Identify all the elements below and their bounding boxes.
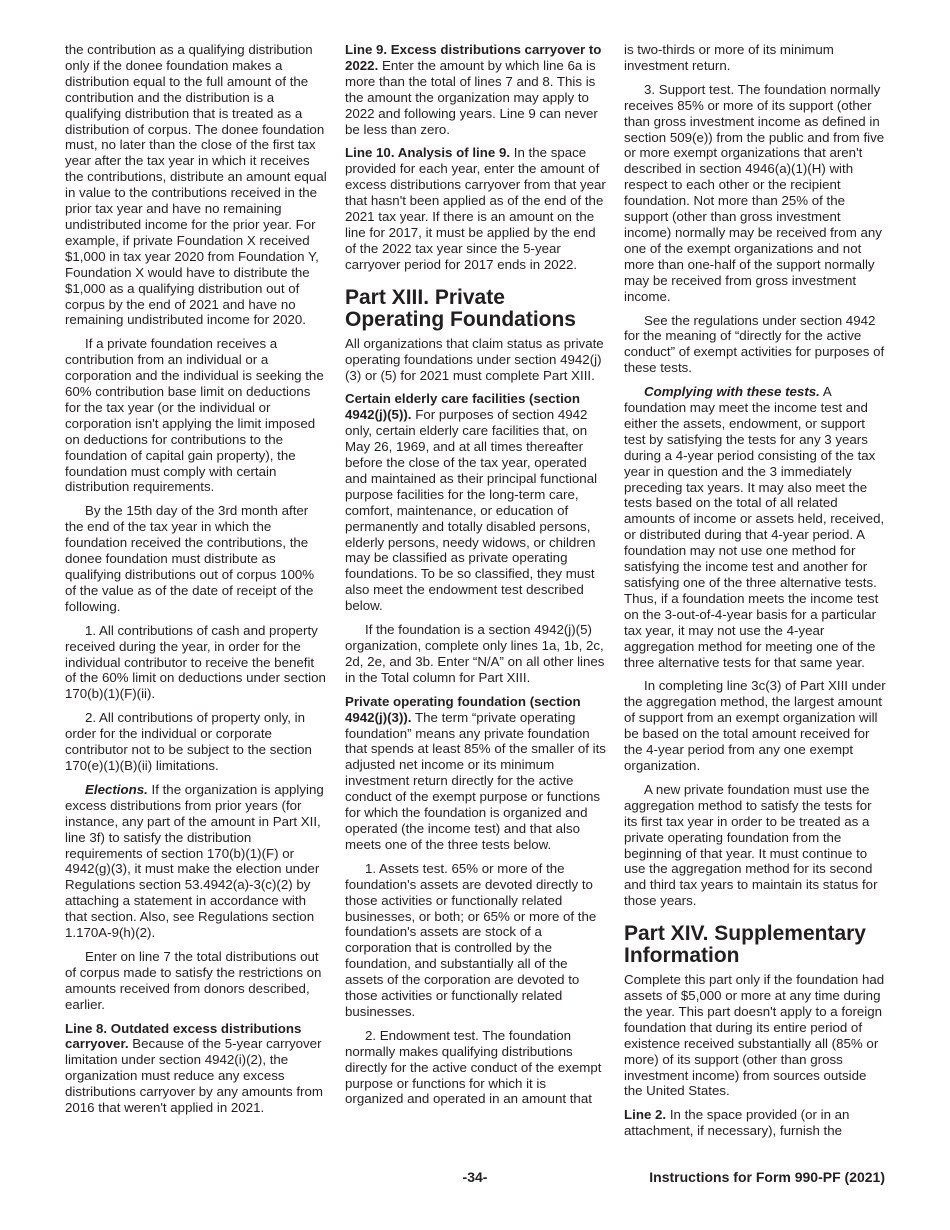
paragraph: is two-thirds or more of its minimum investment return. bbox=[624, 42, 834, 73]
paragraph-line-10 bbox=[345, 145, 607, 272]
paragraph-complying bbox=[624, 384, 886, 670]
column-3 bbox=[624, 42, 886, 1147]
paragraph: 3. Support test. The foundation normally receives 85% or more of its support (other than gross investment income as defined in section 509(e)) from the public and from five or more exempt organizations that aren't described in section 4946(a)(1)(H) with respect to each other or the recipient foundation. Not more than 25% of the support (other than gross investment income) normally may be received from any one of the exempt organizations and not more than one-half of the support normally may be received from gross investment income. bbox=[624, 81, 885, 304]
run-in-heading: Complying with these tests. bbox=[644, 384, 820, 400]
paragraph-elections bbox=[65, 782, 327, 941]
paragraph-line-8 bbox=[65, 1021, 327, 1116]
paragraph-private-operating bbox=[345, 694, 607, 853]
run-in-heading: Certain elderly care facilities (section 4942(j)(5)). bbox=[345, 391, 581, 423]
paragraph: Complete this part only if the foundation had assets of $5,000 or more at any time during the year. This part doesn't apply to a foreign foundation that during its entire period of existence received substantially all (85% or more) of its support (other than gross investment income) from sources outside the United States. bbox=[624, 972, 885, 1099]
section-heading-part-xiv: Part XIV. Supplementary Information bbox=[624, 922, 866, 968]
paragraph-elderly-care bbox=[345, 391, 607, 614]
section-heading-part-xiii: Part XIII. Private Operating Foundations bbox=[345, 285, 576, 331]
paragraph: 1. All contributions of cash and property received during the year, in order for the individual contributor to receive the benefit of the 60% limit on deductions under section 170(b)(1)(F)(ii). bbox=[65, 622, 326, 702]
paragraph: All organizations that claim status as private operating foundations under section 4942(j)(3) or (5) for 2021 must complete Part XIII. bbox=[345, 335, 604, 383]
paragraph-text: A foundation may meet the income test and either the assets, endowment, or support test by satisfying the tests for any 3 years during a 4-year period consisting of the tax year in question and the 3 immediately preceding tax years. It may also meet the tests based on the total of all related amounts of income or assets held, received, or distributed during that 4-year period. A foundation may not use one method for satisfying the income test and another for satisfying one of the three alternative tests. Thus, if a foundation meets the income test on the 3-out-of-4-year basis for a particular tax year, it may not use the 4-year aggregation method for meeting one of the three alternative tests for that same year. bbox=[624, 384, 885, 670]
paragraph: the contribution as a qualifying distribution only if the donee foundation makes a distribution equal to the full amount of the contribution and the distribution is a qualifying distribution that is treated as a distribution of corpus. The donee foundation must, no later than the close of the first tax year after the tax year in which it receives the contributions, distribute an amount equal in value to the contributions received in the prior tax year and have no remaining undistributed income for the prior year. For example, if private Foundation X received $1,000 in tax year 2020 from Foundation Y, Foundation X would have to distribute the $1,000 as a qualifying distribution out of corpus by the end of 2021 and have no remaining undistributed income for 2020. bbox=[65, 42, 327, 328]
run-in-heading: Elections. bbox=[85, 781, 148, 797]
footer-form-title: Instructions for Form 990-PF (2021) bbox=[649, 1169, 885, 1185]
page-number: -34- bbox=[462, 1169, 488, 1185]
paragraph-text: In the space provided (or in an attachment, if necessary), furnish the bbox=[624, 1107, 850, 1139]
paragraph: By the 15th day of the 3rd month after the end of the tax year in which the foundation received the contributions, the donee foundation must distribute as qualifying distributions out of corpus 100% of the value as of the date of receipt of the following. bbox=[65, 503, 315, 614]
run-in-heading: Private operating foundation (section 4942(j)(3)). bbox=[345, 693, 581, 725]
paragraph: In completing line 3c(3) of Part XIII under the aggregation method, the largest amount of support from an exempt organization will be based on the total amount received for the 4-year period from any one exempt organization. bbox=[624, 678, 886, 773]
run-in-heading: Line 9. Excess distributions carryover to 2022. bbox=[345, 42, 602, 73]
paragraph-text: In the space provided for each year, enter the amount of excess distributions carryover from that year that hasn't been applied as of the end of the 2021 tax year. If there is an amount on the line for 2017, it must be applied by the end of the 2022 tax year since the 5-year carryover period for 2017 ends in 2022. bbox=[345, 145, 606, 272]
paragraph-text: If the organization is applying excess distributions from prior years (for instance, any part of the amount in Part XII, line 3f) to satisfy the distribution requirements of section 170(b)(1)(F) or 4942(g)(3), it must make the election under Regulations section 53.4942(a)-3(c)(2) by attaching a statement in accordance with that section. Also, see Regulations section 1.170A-9(h)(2). bbox=[65, 781, 324, 941]
paragraph: If the foundation is a section 4942(j)(5) organization, complete only lines 1a, 1b, 2c, 2d, 2e, and 3b. Enter “N/A” on all other lines in the Total column for Part XIII. bbox=[345, 622, 605, 685]
paragraph: 2. Endowment test. The foundation normally makes qualifying distributions directly for the active conduct of the exempt purpose or functions for which it is organized and operated in an amount that bbox=[345, 1027, 602, 1107]
paragraph-line-9 bbox=[345, 42, 607, 137]
paragraph-text: For purposes of section 4942 only, certain elderly care facilities that, on May 26, 1969, and at all times thereafter before the close of the tax year, operated and maintained as their principal functional purpose facilities for the long-term care, comfort, maintenance, or education of permanently and totally disabled persons, elderly persons, needy widows, or children may be classified as private operating foundations. To be so classified, they must also meet the endowment test described below. bbox=[345, 407, 598, 614]
column-1 bbox=[65, 42, 327, 1124]
paragraph: See the regulations under section 4942 for the meaning of “directly for the active conduct” of exempt activities for purposes of these tests. bbox=[624, 312, 885, 376]
paragraph: 1. Assets test. 65% or more of the foundation's assets are devoted directly to those activities or functionally related businesses, or both; or 65% or more of the foundation's assets are stock of a corporation that is controlled by the foundation, and substantially all of the assets of the corporation are devoted to those activities or functionally related businesses. bbox=[345, 860, 597, 1019]
run-in-heading: Line 2. bbox=[624, 1107, 667, 1123]
paragraph-line-2 bbox=[624, 1107, 886, 1139]
paragraph: Enter on line 7 the total distributions out of corpus made to satisfy the restrictions on amounts received from donors described, earlier. bbox=[65, 948, 322, 1012]
paragraph: If a private foundation receives a contribution from an individual or a corporation and the individual is seeking the 60% contribution base limit on deductions for the tax year (or the individual or corporation isn't applying the limit imposed on deductions for contributions to the foundation of capital gain property), the foundation must comply with certain distribution requirements. bbox=[65, 336, 324, 495]
paragraph-text: Because of the 5-year carryover limitation under section 4942(i)(2), the organization must reduce any excess distributions carryover by any amounts from 2016 that weren't applied in 2021. bbox=[65, 1036, 323, 1116]
paragraph-text: The term “private operating foundation” means any private foundation that spends at least 85% of the smaller of its adjusted net income or its minimum investment return directly for the active conduct of the exempt purpose or functions for which the foundation is organized and operated (the income test) and that also meets one of the three tests below. bbox=[345, 709, 606, 852]
column-2 bbox=[345, 42, 607, 1115]
paragraph-text: Enter the amount by which line 6a is more than the total of lines 7 and 8. This is the amount the organization may apply to 2022 and following years. Line 9 can never be less than zero. bbox=[345, 57, 598, 137]
run-in-heading: Line 10. Analysis of line 9. bbox=[345, 145, 511, 161]
paragraph: 2. All contributions of property only, in order for the individual or corporate contributor not to be subject to the section 170(e)(1)(B)(ii) limitations. bbox=[65, 710, 312, 773]
paragraph: A new private foundation must use the aggregation method to satisfy the tests for its first tax year in order to be treated as a private operating foundation from the beginning of that year. It must continue to use the aggregation method for its second and third tax years to maintain its status for those years. bbox=[624, 781, 878, 909]
run-in-heading: Line 8. Outdated excess distributions carryover. bbox=[65, 1020, 302, 1052]
